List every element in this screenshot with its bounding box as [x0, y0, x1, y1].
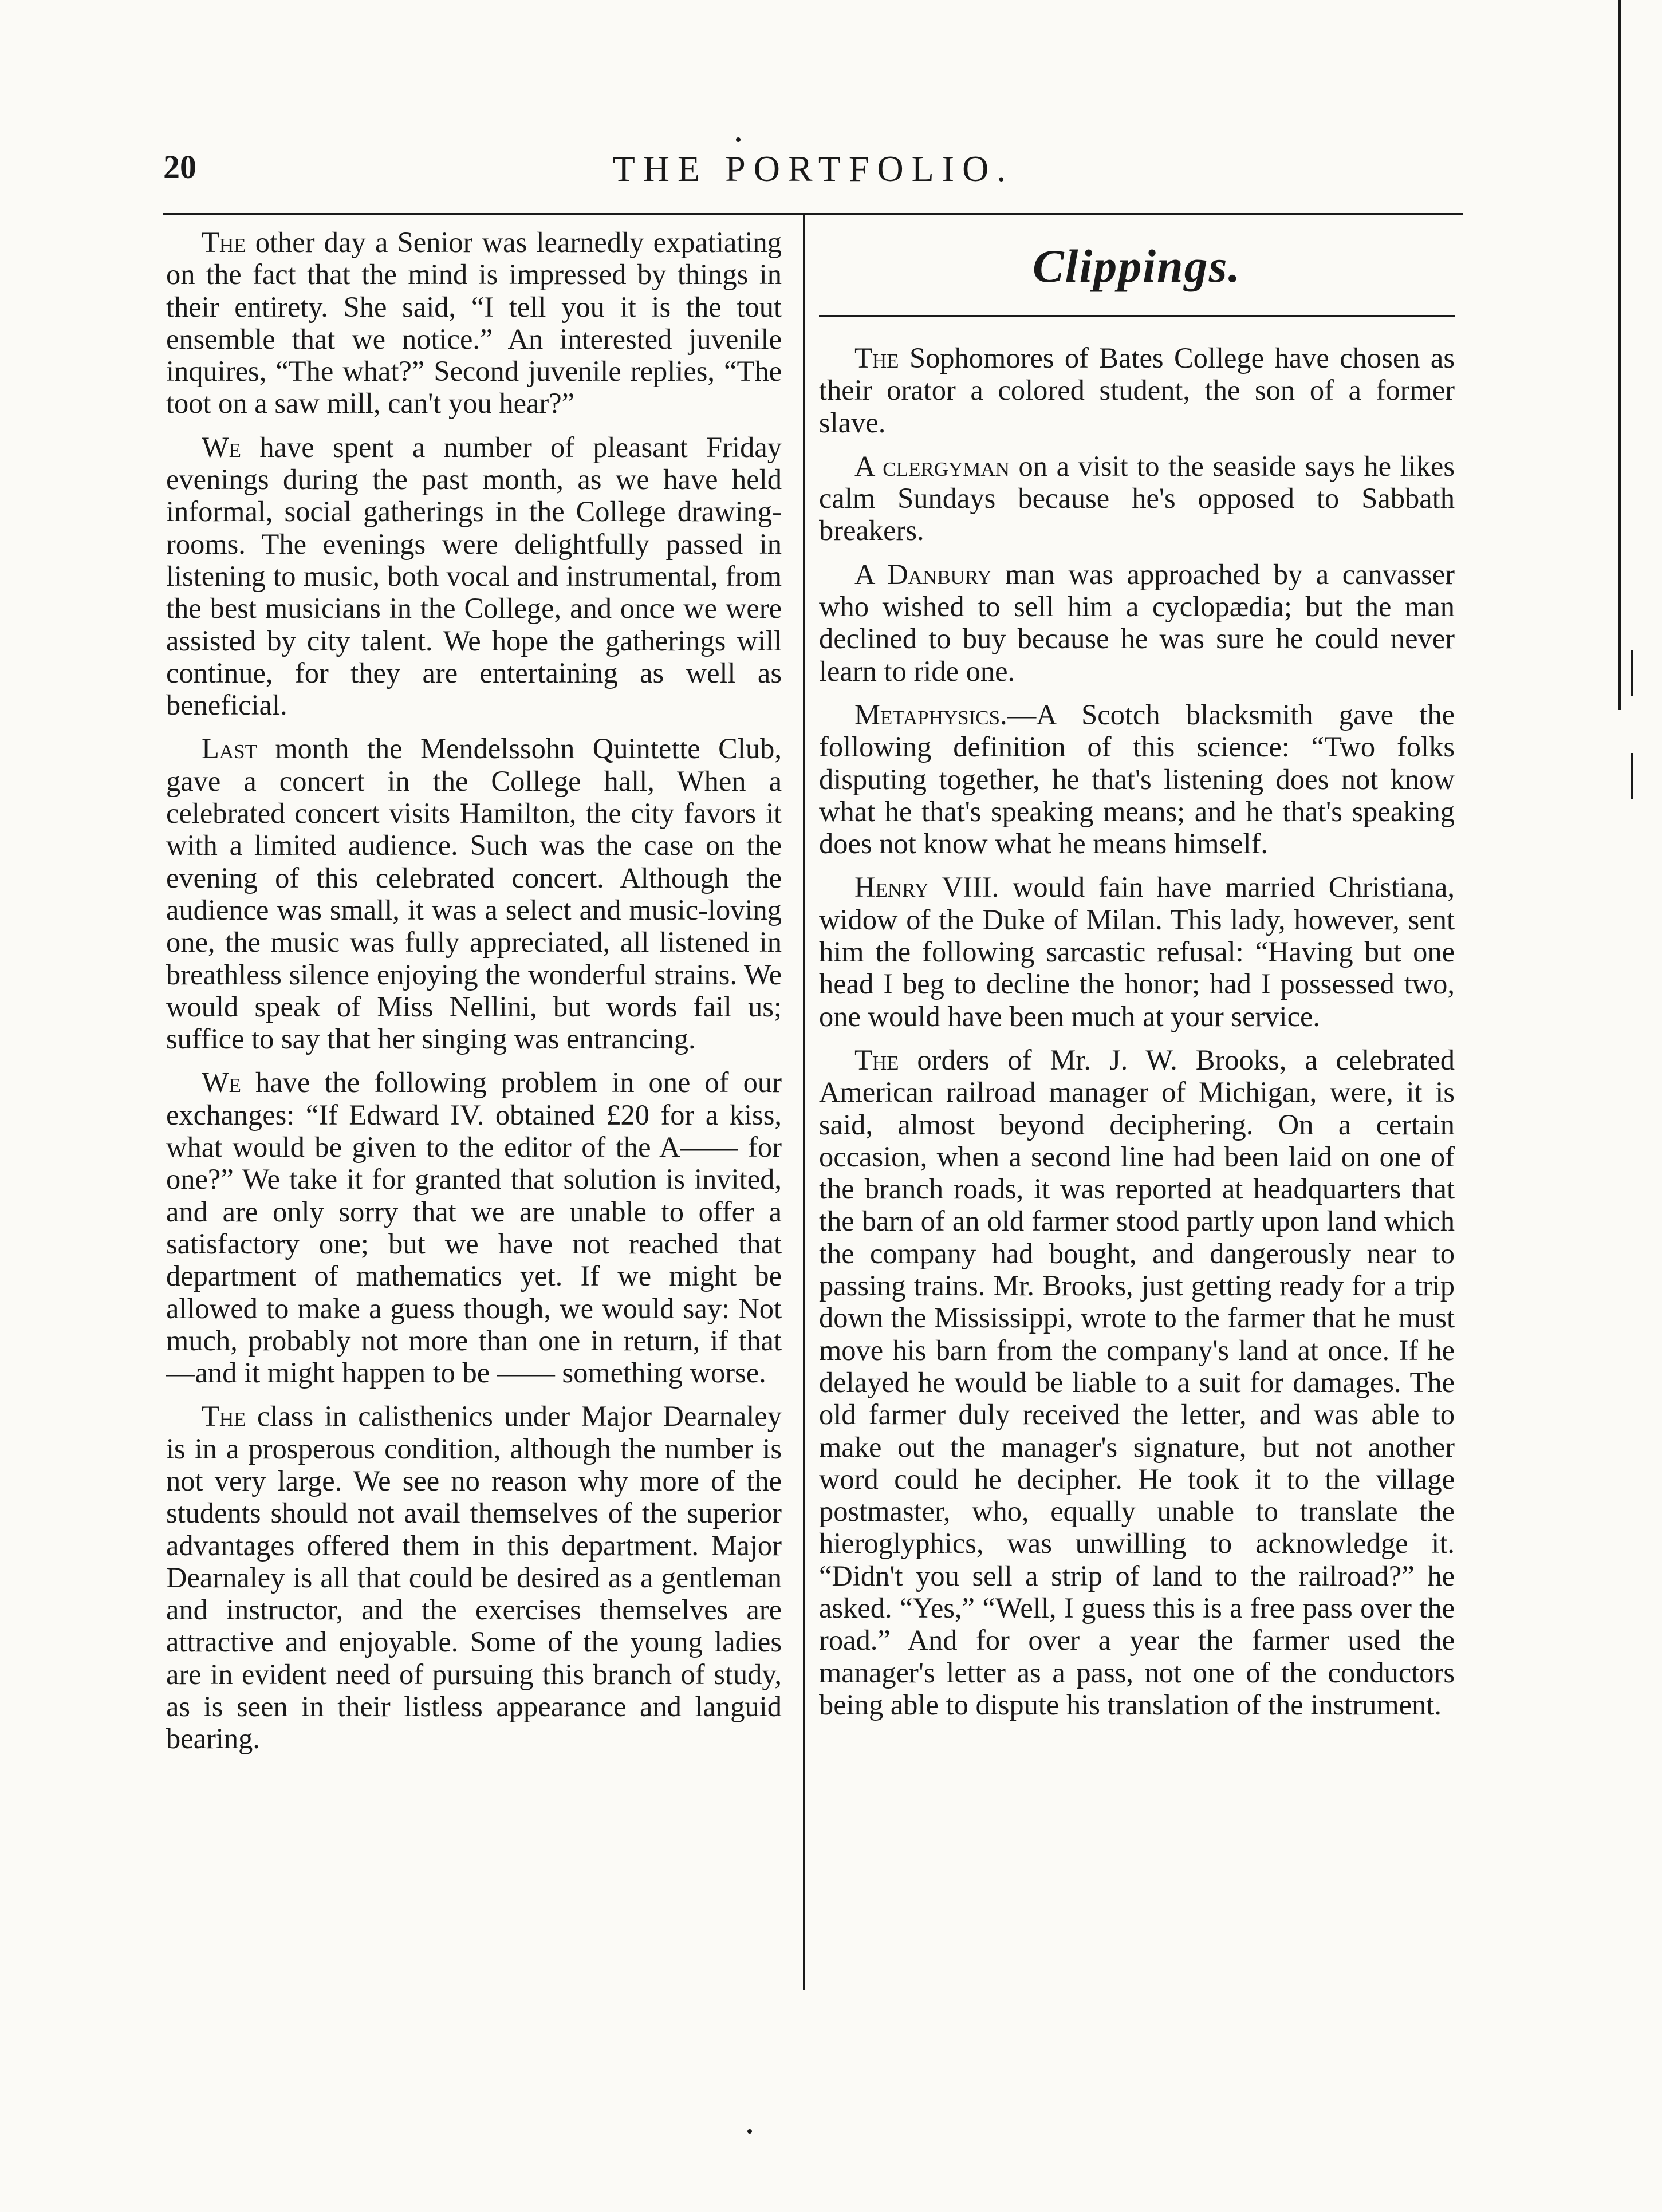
page-header — [163, 148, 1463, 199]
paragraph-text: —A Scotch blacksmith gave the following definition of this science: “Two folks disputing together, he that's listening does not know what he that's speaking means; and he that's speaking does not know what he means himself. — [819, 698, 1455, 860]
paragraph-friday-evenings — [166, 431, 782, 721]
paragraph-lead: The — [202, 1400, 246, 1433]
paragraph-senior-toot — [166, 226, 782, 420]
right-column — [819, 235, 1455, 1732]
paragraph-text: other day a Senior was learnedly expatiating on the fact that the mind is impressed by things in their entirety. She said, “I tell you it is the tout ensemble that we notice.” An interested juvenile inquires, “The what?” Second juvenile replies, “The toot on a saw mill, can't you hear?” — [166, 226, 782, 420]
clipping-brooks-railroad — [819, 1044, 1455, 1721]
print-speck — [747, 2129, 752, 2134]
paragraph-text: on a visit to the seaside says he likes calm Sundays because he's opposed to Sabbath breakers. — [819, 450, 1455, 547]
scan-edge-mark — [1631, 753, 1633, 799]
clipping-clergyman — [819, 450, 1455, 547]
paragraph-text: Sophomores of Bates College have chosen as their orator a colored student, the son of a former slave. — [819, 342, 1455, 439]
paragraph-text: orders of Mr. J. W. Brooks, a celebrated American railroad manager of Michigan, were, it is said, almost beyond deciphering. On a certain occasion, when a second line had been laid on one of the branch roads, it was reported at headquarters that the barn of an old farmer stood partly upon land which the company had bought, and dangerously near to passing trains. Mr. Brooks, just getting ready for a trip down the Mississippi, wrote to the farmer that he must move his barn from the company's land at once. If he delayed he would be liable to a suit for damages. The old farmer duly received the letter, and was able to make out the manager's signature, but not another word could he decipher. He took it to the village postmaster, who, equally unable to translate the hieroglyphics, was unwilling to acknowledge it. “Didn't you sell a strip of land to the railroad?” he asked. “Yes,” “Well, I guess this is a free pass over the road.” And for over a year the farmer used the manager's letter as a pass, not one of the conductors being able to dispute his translation of the instrument. — [819, 1043, 1455, 1721]
paragraph-lead: The — [202, 226, 246, 258]
paragraph-lead: A clergyman — [854, 450, 1010, 482]
paragraph-edward-problem — [166, 1066, 782, 1389]
clipping-henry-viii — [819, 871, 1455, 1032]
section-rule — [819, 315, 1455, 317]
paragraph-lead: Henry — [854, 871, 929, 904]
clipping-danbury — [819, 558, 1455, 687]
paragraph-text: man was approached by a canvasser who wished to sell him a cyclopædia; but the man declined to buy because he was sure he could never learn to ride one. — [819, 558, 1455, 687]
paragraph-lead: The — [854, 1043, 899, 1076]
scan-edge-line — [1618, 0, 1621, 710]
paragraph-lead: A Danbury — [854, 558, 992, 590]
left-column — [166, 226, 782, 1767]
running-title: THE PORTFOLIO. — [612, 148, 1014, 189]
clipping-bates-college — [819, 342, 1455, 439]
column-divider — [803, 215, 805, 1990]
paragraph-mendelssohn-concert — [166, 732, 782, 1055]
paragraph-text: VIII. would fain have married Christiana, widow of the Duke of Milan. This lady, however, sent him the following sarcastic refusal: “Having but one head I beg to decline the honor; had I possessed two, one would have been much at your service. — [819, 871, 1455, 1032]
section-heading: Clippings. — [1032, 240, 1242, 292]
clipping-metaphysics — [819, 699, 1455, 859]
paragraph-text: have the following problem in one of our exchanges: “If Edward IV. obtained £20 for a kiss, what would be given to the editor of the A—— for one?” We take it for granted that solution is invited, and are only sorry that we are unable to offer a satisfactory one; but we have not reached that department of mathematics yet. If we might be allowed to make a guess though, we would say: Not much, probably not more than one in return, if that—and it might happen to be —— something worse. — [166, 1066, 782, 1389]
page-number: 20 — [163, 148, 196, 186]
header-rule — [163, 213, 1463, 215]
scan-edge-mark — [1631, 650, 1633, 696]
paragraph-lead: We — [202, 1066, 242, 1099]
paragraph-text: class in calisthenics under Major Dearnaley is in a prosperous condition, although the number is not very large. We see no reason why more of the students should not avail themselves of the superior advantages offered them in this department. Major Dearnaley is all that could be desired as a gentleman and instructor, and the exercises themselves are attractive and enjoyable. Some of the young ladies are in evident need of pursuing this branch of study, as is seen in their listless appearance and languid bearing. — [166, 1400, 782, 1755]
paragraph-lead: Last — [202, 732, 257, 765]
paragraph-text: month the Mendelssohn Quintette Club, gave a concert in the College hall, When a celebrated concert visits Hamilton, the city favors it with a limited audience. Such was the case on the evening of this celebrated concert. Although the audience was small, it was a select and music-loving one, the music was fully appreciated, all listened in breathless silence enjoying the wonderful strains. We would speak of Miss Nellini, but words fail us; suffice to say that her singing was entrancing. — [166, 732, 782, 1055]
paragraph-lead: We — [202, 431, 242, 463]
paragraph-text: have spent a number of pleasant Friday evenings during the past month, as we have held informal, social gatherings in the College drawing-rooms. The evenings were delightfully passed in listening to music, both vocal and instrumental, from the best musicians in the College, and once we were assisted by city talent. We hope the gatherings will continue, for they are entertaining as well as beneficial. — [166, 431, 782, 721]
paragraph-calisthenics — [166, 1400, 782, 1754]
paragraph-lead: The — [854, 342, 899, 374]
print-speck — [736, 137, 741, 142]
paragraph-lead: Metaphysics. — [854, 698, 1007, 731]
